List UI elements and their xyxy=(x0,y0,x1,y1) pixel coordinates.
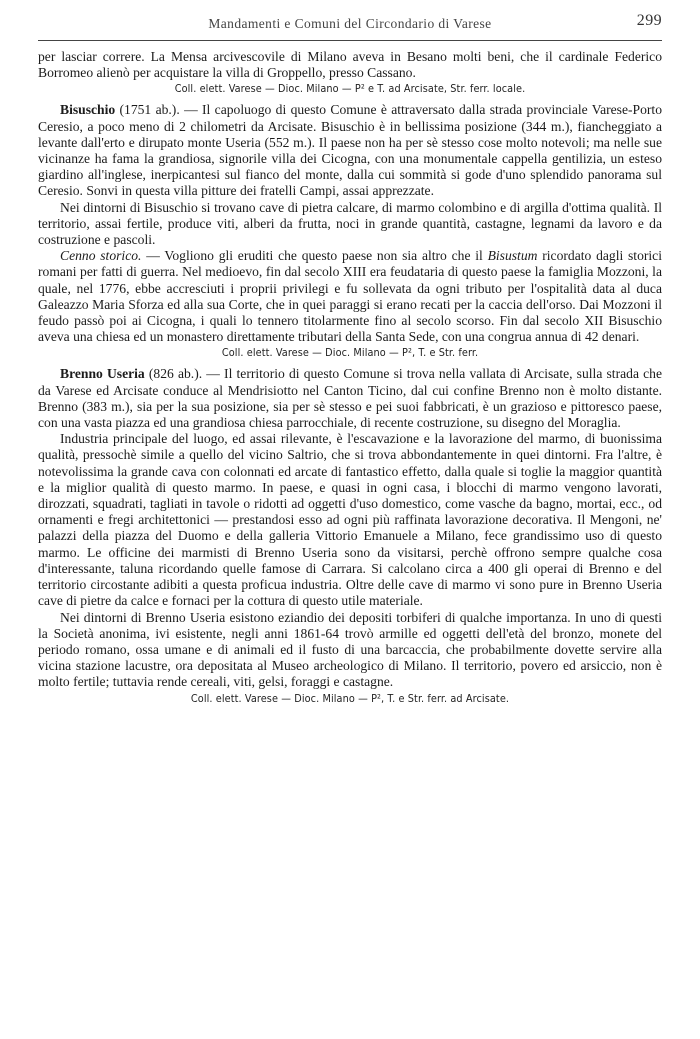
bisuschio-paragraph-2: Nei dintorni di Bisuschio si trovano cave di pietra calcare, di marmo colombino e di argilla d'ottima qualità. Il territorio, assai fertile, produce viti, alberi da frutta, noci in grande quantità, castagne, legnami da lavoro e da costruzione e pascoli. xyxy=(38,199,662,248)
latin-name: Bisustum xyxy=(487,248,538,264)
running-header xyxy=(38,12,662,36)
intro-paragraph: per lasciar correre. La Mensa arcivescovile di Milano aveva in Besano molti beni, che il cardinale Federico Borromeo alienò per acquistare la villa di Groppello, presso Cassano. xyxy=(38,49,662,81)
paragraph-text: — Il territorio di questo Comune si trova nella vallata di Arcisate, sulla strada che da Varese ed Arcisate conduce al Mendrisiotto nel Canton Ticino, dal cui confine Brenno non è molto distante. Brenno (383 m.), sia per la sua posizione, sia per sè stesso e pei suoi fabbricati, è un grazioso e pittoresco paese, con una vasta piazza ed una grandiosa chiesa parrocchiale, di recente costruzione, su disegno del Moraglia. xyxy=(38,366,662,431)
brenno-paragraph-3: Nei dintorni di Brenno Useria esistono eziandio dei depositi torbiferi di qualche importanza. In uno di questi la Società anonima, ivi esistente, negli anni 1861-64 trovò armille ed oggetti dell'età del bronzo, monete del periodo romano, ossa umane e di animali ed il fusto di una barcaccia, che probabilmente dovette servire alla vicina stazione lacustre, ora depositata al Museo archeologico di Milano. Il territorio, povero ed arsiccio, non è molto fertile; tuttavia rende cereali, viti, gelsi, foraggi e castagne. xyxy=(38,609,662,690)
paragraph-text: — Il capoluogo di questo Comune è attraversato dalla strada provinciale Varese-Porto Ceresio, a poco meno di 2 chilometri da Arcisate. Bisuschio è in bellissima posizione (344 m.), fiancheggiato a levante dall'erto e dirupato monte Useria (552 m.). Il paese non ha per sè stesso cose molto notevoli; ma nelle sue vicinanze ha fama la grandiosa, signorile villa dei Cicogna, con una monumentale cappella gentilizia, un esteso giardino all'inglese, inerpicantesi sul fianco del monte, dalla cui sommità si gode d'uno splendido panorama sul Ceresio. Sonvi in questa villa pitture dei fratelli Campi, assai apprezzate. xyxy=(38,102,662,199)
entry-population: (1751 ab.). xyxy=(119,102,180,118)
section-label: Cenno storico. xyxy=(60,248,142,264)
bisuschio-paragraph-1 xyxy=(38,102,662,199)
brenno-paragraph-1 xyxy=(38,366,662,431)
entry-brenno-useria xyxy=(38,366,662,706)
page-number: 299 xyxy=(636,12,662,29)
brenno-collegio-line: Coll. elett. Varese — Dioc. Milano — P², T. e Str. ferr. ad Arcisate. xyxy=(190,691,510,705)
entry-population: (826 ab.). xyxy=(148,366,203,382)
running-title: Mandamenti e Comuni del Circondario di Varese xyxy=(208,16,492,31)
entry-name: Bisuschio xyxy=(60,102,116,118)
brenno-paragraph-2: Industria principale del luogo, ed assai rilevante, è l'escavazione e la lavorazione del marmo, di buonissima qualità, pressochè simile a quello del vicino Saltrio, che si trova abbondantemente in quei dintorni. Fra l'altre, è notevolissima la grande cava con colonnati ed arcate di fantastico effetto, dalla quale si toglie la maggior quantità e la miglior qualità di questo marmo. In paese, e quasi in ogni casa, i blocchi di marmo vengono lavorati, dirozzati, squadrati, tagliati in tavole o ridotti ad oggetti d'uso domestico, come vasche da bagno, mortai, ecc., od ornamenti e fregi architettonici — prestandosi esso ad ogni più raffinata lavorazione decorativa. Il Mengoni, ne' palazzi della piazza del Duomo e della galleria Vittorio Emanuele a Milano, fece grandissimo uso di questo marmo. Le officine dei marmisti di Brenno Useria sono da visitarsi, perchè offrono sempre qualche cosa d'interessante, taluna ricordando quelle famose di Carrara. Si calcolano circa a 400 gli operai di Brenno e del territorio circostante adibiti a questa proficua industria. Oltre delle cave di marmo vi sono pure in Brenno Useria cave di pietre da calce e fornaci per la cottura di questo utile materiale. xyxy=(38,431,662,609)
paragraph-text: ricordato dagli storici romani per fatti di guerra. Nel medioevo, fin dal secolo XIII era feudataria di questo paese la famiglia Mozzoni, la quale, nel 1776, ebbe accresciuti i proprii privilegi e fu sollevata da ogni tributo per l'ospitalità data al duca Galeazzo Maria Sforza ed alla sua Corte, che in quei paraggi si erano recati per la caccia dell'orso. Dai Mozzoni il feudo passò poi ai Cicogna, i quali lo tennero titolarmente fino al secolo scorso. Fin dal secolo XII Bisuschio aveva una chiesa ed un monastero direttamente tributari della Santa Sede, con una congrua annua di 42 denari. xyxy=(38,248,662,345)
bisuschio-cenno-storico xyxy=(38,248,662,345)
header-rule xyxy=(38,40,662,41)
entry-name: Brenno Useria xyxy=(60,366,145,382)
intro-collegio-line: Coll. elett. Varese — Dioc. Milano — P² e T. ad Arcisate, Str. ferr. locale. xyxy=(174,82,526,96)
bisuschio-collegio-line: Coll. elett. Varese — Dioc. Milano — P², T. e Str. ferr. xyxy=(221,346,479,360)
paragraph-text: — Vogliono gli eruditi che questo paese non sia altro che il xyxy=(146,248,483,264)
entry-bisuschio xyxy=(38,102,662,361)
